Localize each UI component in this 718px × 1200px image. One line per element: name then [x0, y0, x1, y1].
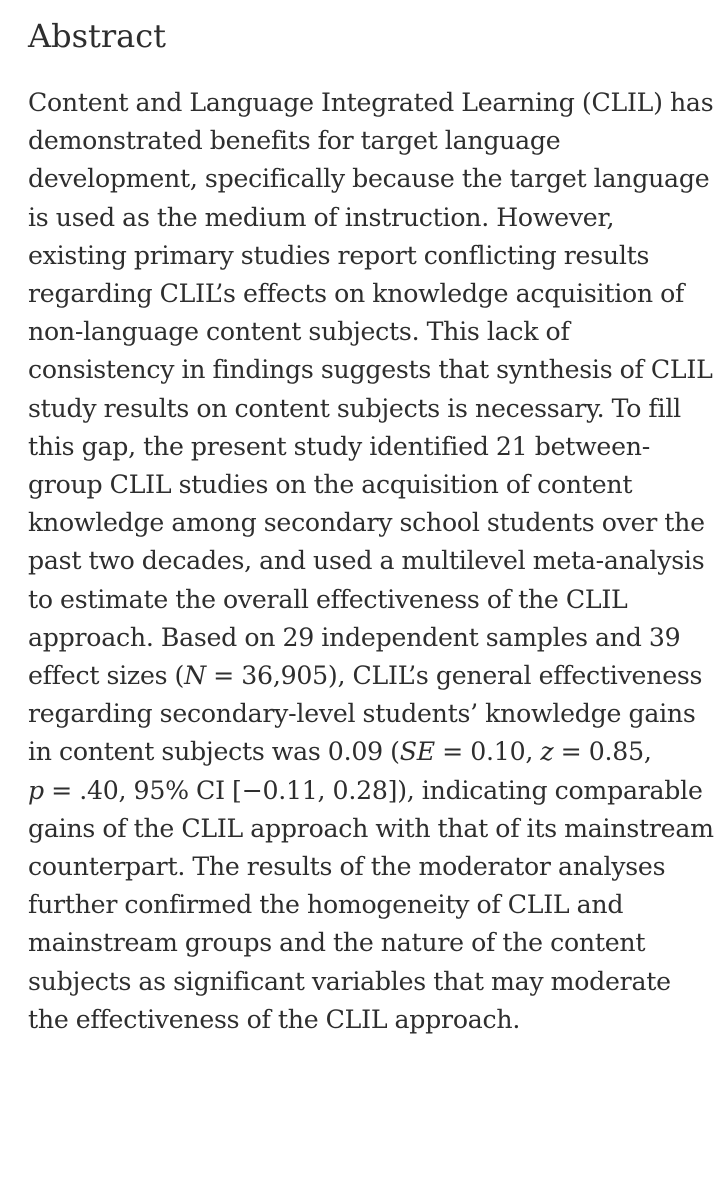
- abstract-line: [28, 619, 700, 657]
- text-segment: this gap, the present study identified 21 between-: [28, 431, 650, 461]
- text-segment: group CLIL studies on the acquisition of content: [28, 470, 633, 500]
- abstract-line: [28, 810, 714, 848]
- abstract-line: [28, 924, 700, 962]
- abstract-line: [28, 581, 700, 619]
- text-segment: demonstrated benefits for target language: [28, 126, 561, 156]
- abstract-line: [28, 772, 703, 810]
- text-segment: effect sizes (: [28, 661, 185, 691]
- abstract-line: [28, 542, 705, 580]
- abstract-line: [28, 733, 700, 771]
- text-segment: development, specifically because the target language: [28, 164, 710, 194]
- italic-symbol: z: [540, 737, 554, 767]
- abstract-line: [28, 886, 700, 924]
- text-segment: = .40, 95% CI [−0.11, 0.28]), indicating comparable: [43, 775, 703, 805]
- abstract-line: [28, 351, 713, 389]
- text-segment: = 0.10,: [434, 737, 541, 767]
- abstract-line: [28, 122, 700, 160]
- abstract-line: [28, 1001, 700, 1039]
- abstract-line: [28, 313, 700, 351]
- abstract-line: [28, 466, 700, 504]
- text-segment: to estimate the overall effectiveness of the CLIL: [28, 584, 628, 614]
- abstract-line: [28, 160, 710, 198]
- abstract-line: [28, 504, 705, 542]
- text-segment: is used as the medium of instruction. However,: [28, 202, 615, 232]
- abstract-heading: Abstract: [28, 17, 167, 55]
- text-segment: existing primary studies report conflicting results: [28, 240, 650, 270]
- italic-symbol: p: [28, 775, 44, 805]
- abstract-line: [28, 84, 714, 122]
- text-segment: Content and Language Integrated Learning (CLIL) has: [28, 88, 714, 117]
- text-segment: regarding secondary-level students’ knowledge gains: [28, 699, 696, 729]
- text-segment: subjects as significant variables that may moderate: [28, 966, 671, 996]
- abstract-line: [28, 199, 700, 237]
- abstract-section: [28, 14, 714, 1039]
- italic-symbol: SE: [399, 737, 435, 767]
- abstract-line: [28, 657, 703, 695]
- text-segment: gains of the CLIL approach with that of its mainstream: [28, 813, 714, 843]
- text-segment: knowledge among secondary school students over the: [28, 508, 705, 538]
- abstract-line: [28, 848, 700, 886]
- abstract-line: [28, 390, 700, 428]
- text-segment: counterpart. The results of the moderator analyses: [28, 852, 666, 882]
- text-segment: study results on content subjects is necessary. To fill: [28, 393, 681, 423]
- text-segment: mainstream groups and the nature of the content: [28, 928, 646, 958]
- text-segment: regarding CLIL’s effects on knowledge acquisition of: [28, 279, 685, 309]
- text-segment: = 0.85,: [553, 737, 652, 767]
- abstract-line: [28, 237, 700, 275]
- abstract-body: [28, 84, 714, 1039]
- abstract-line: [28, 963, 700, 1001]
- abstract-line: [28, 695, 700, 733]
- text-segment: in content subjects was 0.09 (: [28, 737, 400, 767]
- text-segment: consistency in findings suggests that synthesis of CLIL: [28, 355, 713, 385]
- text-segment: past two decades, and used a multilevel meta-analysis: [28, 546, 705, 576]
- text-segment: non-language content subjects. This lack of: [28, 317, 570, 347]
- text-segment: = 36,905), CLIL’s general effectiveness: [205, 661, 703, 691]
- italic-symbol: N: [184, 661, 206, 691]
- text-segment: approach. Based on 29 independent samples and 39: [28, 622, 681, 652]
- text-segment: further confirmed the homogeneity of CLIL and: [28, 890, 624, 920]
- text-segment: the effectiveness of the CLIL approach.: [28, 1004, 521, 1034]
- abstract-line: [28, 275, 700, 313]
- abstract-line: [28, 428, 700, 466]
